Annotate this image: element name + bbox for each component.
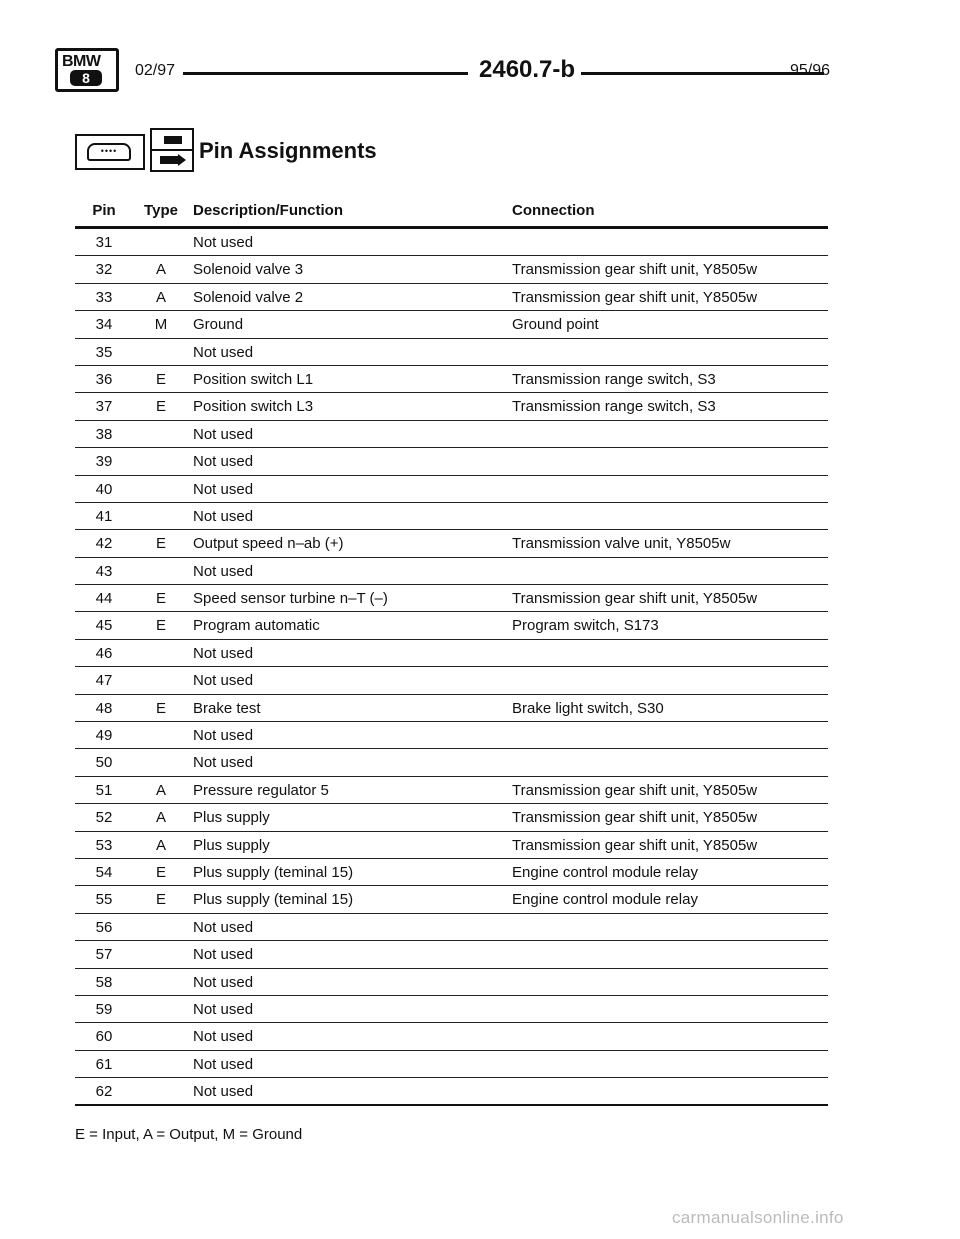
row-connection: Transmission gear shift unit, Y8505w <box>512 836 758 854</box>
row-description: Solenoid valve 2 <box>193 288 304 306</box>
row-description: Not used <box>193 1055 254 1073</box>
row-pin: 51 <box>95 781 113 799</box>
table-row <box>75 256 828 283</box>
table-row <box>75 969 828 996</box>
row-pin: 31 <box>95 234 113 251</box>
row-pin: 36 <box>95 370 113 388</box>
table-row <box>75 667 828 694</box>
header-rule-right <box>581 72 824 75</box>
row-pin: 37 <box>95 398 113 416</box>
row-description: Not used <box>193 1028 254 1046</box>
row-description: Brake test <box>193 699 261 717</box>
row-connection: Engine control module relay <box>512 891 698 909</box>
row-type: E <box>155 370 166 388</box>
row-description: Not used <box>193 644 254 662</box>
row-description: Not used <box>193 480 254 498</box>
row-pin: 32 <box>95 261 113 279</box>
row-connection: Transmission gear shift unit, Y8505w <box>512 809 758 827</box>
pin-table-body <box>75 229 828 1106</box>
section-title-bar <box>75 128 475 178</box>
table-row <box>75 284 828 311</box>
row-description: Plus supply <box>193 836 270 854</box>
row-pin: 53 <box>95 836 113 854</box>
row-description: Position switch L3 <box>193 398 314 416</box>
row-pin: 39 <box>95 453 113 471</box>
table-row <box>75 749 828 776</box>
row-description: Not used <box>193 918 254 936</box>
row-pin: 35 <box>95 343 113 361</box>
row-pin: 62 <box>95 1083 113 1101</box>
row-type: E <box>155 398 166 416</box>
row-description: Not used <box>193 946 254 964</box>
table-row <box>75 640 828 667</box>
row-description: Plus supply (teminal 15) <box>193 891 354 909</box>
row-pin: 33 <box>95 288 113 306</box>
row-type: A <box>155 809 166 827</box>
logo-text: BMW <box>62 53 101 70</box>
page-header <box>55 48 830 94</box>
table-row <box>75 311 828 338</box>
row-pin: 43 <box>95 562 113 580</box>
table-row <box>75 476 828 503</box>
table-row <box>75 503 828 530</box>
row-pin: 34 <box>95 316 113 334</box>
row-description: Not used <box>193 727 254 745</box>
row-description: Not used <box>193 343 254 361</box>
row-pin: 47 <box>95 672 113 690</box>
row-pin: 61 <box>95 1055 113 1073</box>
row-pin: 40 <box>95 480 113 498</box>
table-row <box>75 421 828 448</box>
row-description: Not used <box>193 1083 254 1101</box>
row-connection: Transmission range switch, S3 <box>512 398 716 416</box>
header-rule-left <box>183 72 468 75</box>
row-description: Plus supply <box>193 809 270 827</box>
row-type: A <box>155 836 166 854</box>
row-pin: 42 <box>95 535 113 553</box>
row-type: A <box>155 781 166 799</box>
row-pin: 58 <box>95 973 113 991</box>
row-pin: 44 <box>95 590 113 608</box>
table-row <box>75 996 828 1023</box>
row-description: Position switch L1 <box>193 370 314 388</box>
row-pin: 41 <box>95 507 113 525</box>
table-row <box>75 886 828 913</box>
table-row <box>75 722 828 749</box>
row-pin: 60 <box>95 1028 113 1046</box>
row-description: Not used <box>193 234 254 251</box>
row-type: E <box>155 617 166 635</box>
row-description: Not used <box>193 425 254 443</box>
row-description: Solenoid valve 3 <box>193 261 304 279</box>
table-row <box>75 448 828 475</box>
header-description: Description/Function <box>193 202 343 219</box>
row-pin: 49 <box>95 727 113 745</box>
row-description: Not used <box>193 754 254 772</box>
row-description: Not used <box>193 672 254 690</box>
row-description: Pressure regulator 5 <box>193 781 329 799</box>
table-row <box>75 585 828 612</box>
type-legend: E = Input, A = Output, M = Ground <box>75 1126 303 1143</box>
table-row <box>75 914 828 941</box>
row-type: A <box>155 261 166 279</box>
row-pin: 52 <box>95 809 113 827</box>
row-pin: 48 <box>95 699 113 717</box>
table-row <box>75 1078 828 1105</box>
row-type: E <box>155 590 166 608</box>
table-row <box>75 530 828 557</box>
row-description: Not used <box>193 453 254 471</box>
row-type: A <box>155 288 166 306</box>
table-row <box>75 695 828 722</box>
row-description: Output speed n–ab (+) <box>193 535 344 553</box>
row-description: Ground <box>193 316 244 334</box>
table-row <box>75 1051 828 1078</box>
header-connection: Connection <box>512 202 595 219</box>
row-type: M <box>154 316 168 334</box>
section-title: Pin Assignments <box>199 138 377 163</box>
table-row <box>75 941 828 968</box>
row-pin: 59 <box>95 1000 113 1018</box>
table-row <box>75 1023 828 1050</box>
row-type: E <box>155 891 166 909</box>
row-pin: 54 <box>95 863 113 881</box>
table-row <box>75 804 828 831</box>
table-row <box>75 612 828 639</box>
row-connection: Ground point <box>512 316 599 334</box>
table-row <box>75 339 828 366</box>
table-header <box>75 200 828 224</box>
header-type: Type <box>144 202 178 219</box>
row-description: Speed sensor turbine n–T (–) <box>193 590 388 608</box>
table-row <box>75 777 828 804</box>
row-connection: Transmission range switch, S3 <box>512 370 716 388</box>
row-connection: Transmission gear shift unit, Y8505w <box>512 781 758 799</box>
row-connection: Brake light switch, S30 <box>512 699 664 717</box>
table-row <box>75 859 828 886</box>
row-pin: 45 <box>95 617 113 635</box>
row-type: E <box>155 863 166 881</box>
table-row <box>75 366 828 393</box>
row-description: Not used <box>193 562 254 580</box>
row-connection: Transmission gear shift unit, Y8505w <box>512 590 758 608</box>
row-connection: Engine control module relay <box>512 863 698 881</box>
row-connection: Transmission gear shift unit, Y8505w <box>512 288 758 306</box>
row-connection: Transmission valve unit, Y8505w <box>512 535 731 553</box>
row-pin: 50 <box>95 754 113 772</box>
logo-series: 8 <box>70 70 102 86</box>
row-type: E <box>155 699 166 717</box>
row-type: E <box>155 535 166 553</box>
row-pin: 55 <box>95 891 113 909</box>
header-pin: Pin <box>92 202 116 219</box>
row-description: Not used <box>193 1000 254 1018</box>
document-code: 2460.7-b <box>479 56 576 83</box>
row-pin: 57 <box>95 946 113 964</box>
connector-icon: •••• <box>75 134 145 170</box>
row-description: Plus supply (teminal 15) <box>193 863 354 881</box>
row-pin: 56 <box>95 918 113 936</box>
table-row <box>75 393 828 420</box>
watermark: carmanualsonline.info <box>672 1208 844 1227</box>
bmw-8-series-logo <box>55 48 119 92</box>
row-connection: Program switch, S173 <box>512 617 659 635</box>
row-pin: 46 <box>95 644 113 662</box>
row-description: Program automatic <box>193 617 320 635</box>
table-row <box>75 558 828 585</box>
row-description: Not used <box>193 973 254 991</box>
row-connection: Transmission gear shift unit, Y8505w <box>512 261 758 279</box>
row-description: Not used <box>193 507 254 525</box>
table-row <box>75 229 828 256</box>
model-year: 95/96 <box>789 62 830 79</box>
table-row <box>75 832 828 859</box>
signal-io-icon <box>150 128 194 172</box>
header-date: 02/97 <box>135 62 176 79</box>
row-pin: 38 <box>95 425 113 443</box>
